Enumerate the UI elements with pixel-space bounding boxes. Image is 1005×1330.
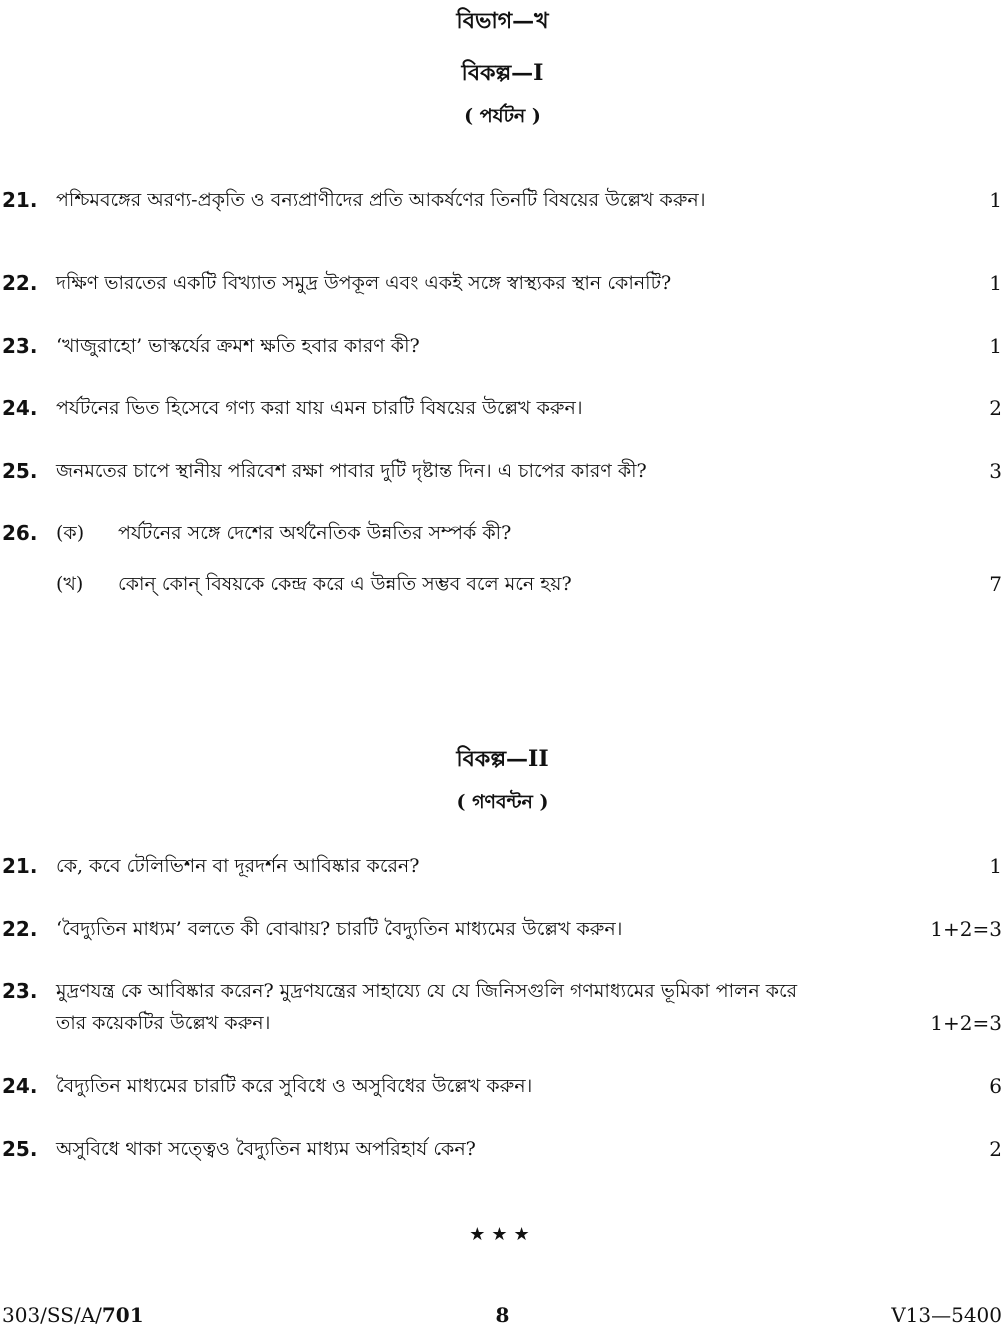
- question-text: দক্ষিণ ভারতের একটি বিখ্যাত সমুদ্র উপকূল এবং একই সঙ্গে স্বাস্থ্যকর স্থান কোনটি?: [56, 272, 672, 294]
- question-marks: 7: [989, 572, 1002, 596]
- question-marks: 6: [989, 1074, 1002, 1098]
- question-number: 24.: [2, 1074, 38, 1098]
- question-text: মুদ্রণযন্ত্র কে আবিষ্কার করেন? মুদ্রণযন্ত্রের সাহায্যে যে যে জিনিসগুলি গণমাধ্যমের ভূমিকা পালন করে: [56, 980, 798, 1002]
- option2-topic: ( গণবন্টন ): [456, 791, 549, 813]
- question-number: 23.: [2, 334, 38, 358]
- question-marks: 2: [989, 396, 1002, 420]
- paper-code-prefix: 303/SS/A/: [2, 1303, 102, 1327]
- question-marks: 3: [989, 459, 1002, 483]
- question-marks: 1: [989, 334, 1002, 358]
- page-number: 8: [495, 1303, 510, 1327]
- question-marks: 2: [989, 1137, 1002, 1161]
- question-number: 22.: [2, 917, 38, 941]
- question-number: 24.: [2, 396, 38, 420]
- question-number: 25.: [2, 459, 38, 483]
- question-marks: 1: [989, 271, 1002, 295]
- question-row: [0, 975, 1005, 1039]
- subpart-text: পর্যটনের সঙ্গে দেশের অর্থনৈতিক উন্নতির সম্পর্ক কী?: [118, 522, 512, 544]
- question-text: কে, কবে টেলিভিশন বা দূরদর্শন আবিষ্কার করেন?: [56, 855, 420, 877]
- end-marker: ★★★: [469, 1224, 536, 1245]
- question-text: অসুবিধে থাকা সত্ত্বেও বৈদ্যুতিন মাধ্যম অপরিহার্য কেন?: [56, 1138, 476, 1160]
- question-marks: 1+2=3: [930, 917, 1002, 941]
- paper-code-number: 701: [101, 1303, 144, 1327]
- question-text: ‘খাজুরাহো’ ভাস্কর্যের ক্রমশ ক্ষতি হবার কারণ কী?: [56, 335, 420, 357]
- question-text-continued: তার কয়েকটির উল্লেখ করুন।: [56, 1012, 271, 1034]
- question-number: 21.: [2, 854, 38, 878]
- question-number: 25.: [2, 1137, 38, 1161]
- subpart-label: (ক): [56, 522, 85, 544]
- question-number: 23.: [2, 979, 38, 1003]
- section-title: বিভাগ—খ: [456, 8, 549, 34]
- subpart-text: কোন্ কোন্ বিষয়কে কেন্দ্র করে এ উন্নতি সম্ভব বলে মনে হয়?: [118, 573, 572, 595]
- option1-topic: ( পর্যটন ): [464, 105, 541, 127]
- question-marks: 1+2=3: [930, 1011, 1002, 1035]
- question-text: ‘বৈদ্যুতিন মাধ্যম’ বলতে কী বোঝায়? চারটি বৈদ্যুতিন মাধ্যমের উল্লেখ করুন।: [56, 918, 623, 940]
- subpart-label: (খ): [56, 573, 84, 595]
- question-number: 26.: [2, 521, 38, 545]
- option2-title: বিকল্প—II: [456, 746, 549, 772]
- question-marks: 1: [989, 188, 1002, 212]
- question-number: 21.: [2, 188, 38, 212]
- option1-title: বিকল্প—I: [461, 60, 544, 86]
- question-text: পশ্চিমবঙ্গের অরণ্য-প্রকৃতি ও বন্যপ্রাণীদের প্রতি আকর্ষণের তিনটি বিষয়ের উল্লেখ করুন।: [56, 189, 706, 211]
- question-text: পর্যটনের ভিত হিসেবে গণ্য করা যায় এমন চারটি বিষয়ের উল্লেখ করুন।: [56, 397, 583, 419]
- question-marks: 1: [989, 854, 1002, 878]
- question-text: জনমতের চাপে স্থানীয় পরিবেশ রক্ষা পাবার দুটি দৃষ্টান্ত দিন। এ চাপের কারণ কী?: [56, 460, 647, 482]
- question-number: 22.: [2, 271, 38, 295]
- version-code: V13—5400: [891, 1303, 1002, 1327]
- question-text: বৈদ্যুতিন মাধ্যমের চারটি করে সুবিধে ও অসুবিধের উল্লেখ করুন।: [56, 1075, 533, 1097]
